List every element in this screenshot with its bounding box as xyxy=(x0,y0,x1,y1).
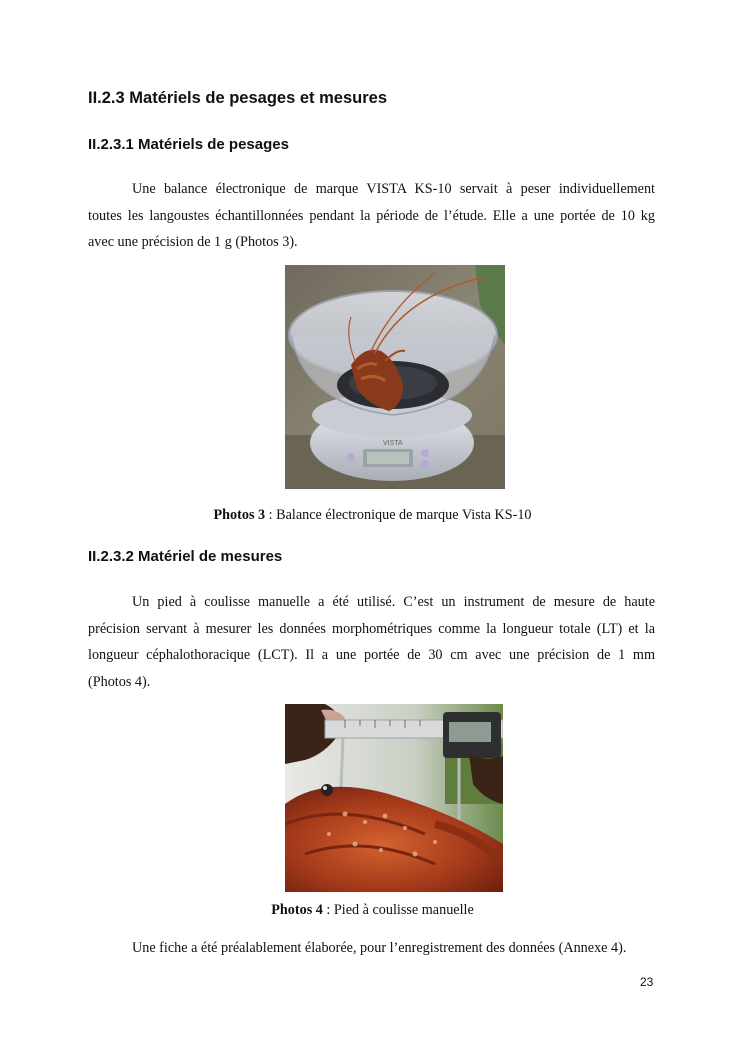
paragraph-pesages xyxy=(88,176,655,256)
page-number: 23 xyxy=(640,975,654,989)
paragraph-line: avec une précision de 1 g (Photos 3). xyxy=(88,234,298,250)
subsection-heading-pesages: II.2.3.1 Matériels de pesages xyxy=(88,136,289,153)
scale-brand-label: VISTA xyxy=(383,440,403,447)
paragraph-line: (Photos 4). xyxy=(88,673,151,690)
photo-electronic-scale xyxy=(285,265,505,489)
photo-caliper xyxy=(285,704,503,892)
closing-paragraph: Une fiche a été préalablement élaborée, pour l’enregistrement des données (Annexe 4). xyxy=(132,940,627,956)
paragraph-line: précision servant à mesurer les données morphométriques comme la longueur totale (LT) et la xyxy=(88,620,655,637)
caliper-photo-illustration xyxy=(285,704,503,892)
photo3-caption xyxy=(0,507,745,524)
paragraph-mesures xyxy=(88,589,655,695)
paragraph-line: Un pied à coulisse manuelle a été utilisé. C’est un instrument de mesure de haute xyxy=(132,594,655,610)
paragraph-line: Une balance électronique de marque VISTA KS-10 servait à peser individuellement xyxy=(132,181,655,197)
subsection-heading-mesures: II.2.3.2 Matériel de mesures xyxy=(88,548,283,565)
scale-photo-illustration xyxy=(285,265,505,489)
photo4-caption xyxy=(0,902,745,919)
photo3-caption-label: Photos 3 xyxy=(213,507,266,523)
photo4-caption-text: : Pied à coulisse manuelle xyxy=(322,902,474,918)
paragraph-line: toutes les langoustes échantillonnées pendant la période de l’étude. Elle a une portée de 10 kg xyxy=(88,207,655,224)
paragraph-line: longueur céphalothoracique (LCT). Il a une portée de 30 cm avec une précision de 1 mm xyxy=(88,647,655,663)
section-heading: II.2.3 Matériels de pesages et mesures xyxy=(88,89,387,107)
photo3-caption-text: : Balance électronique de marque Vista KS-10 xyxy=(265,507,532,523)
photo4-caption-label: Photos 4 xyxy=(271,902,323,918)
